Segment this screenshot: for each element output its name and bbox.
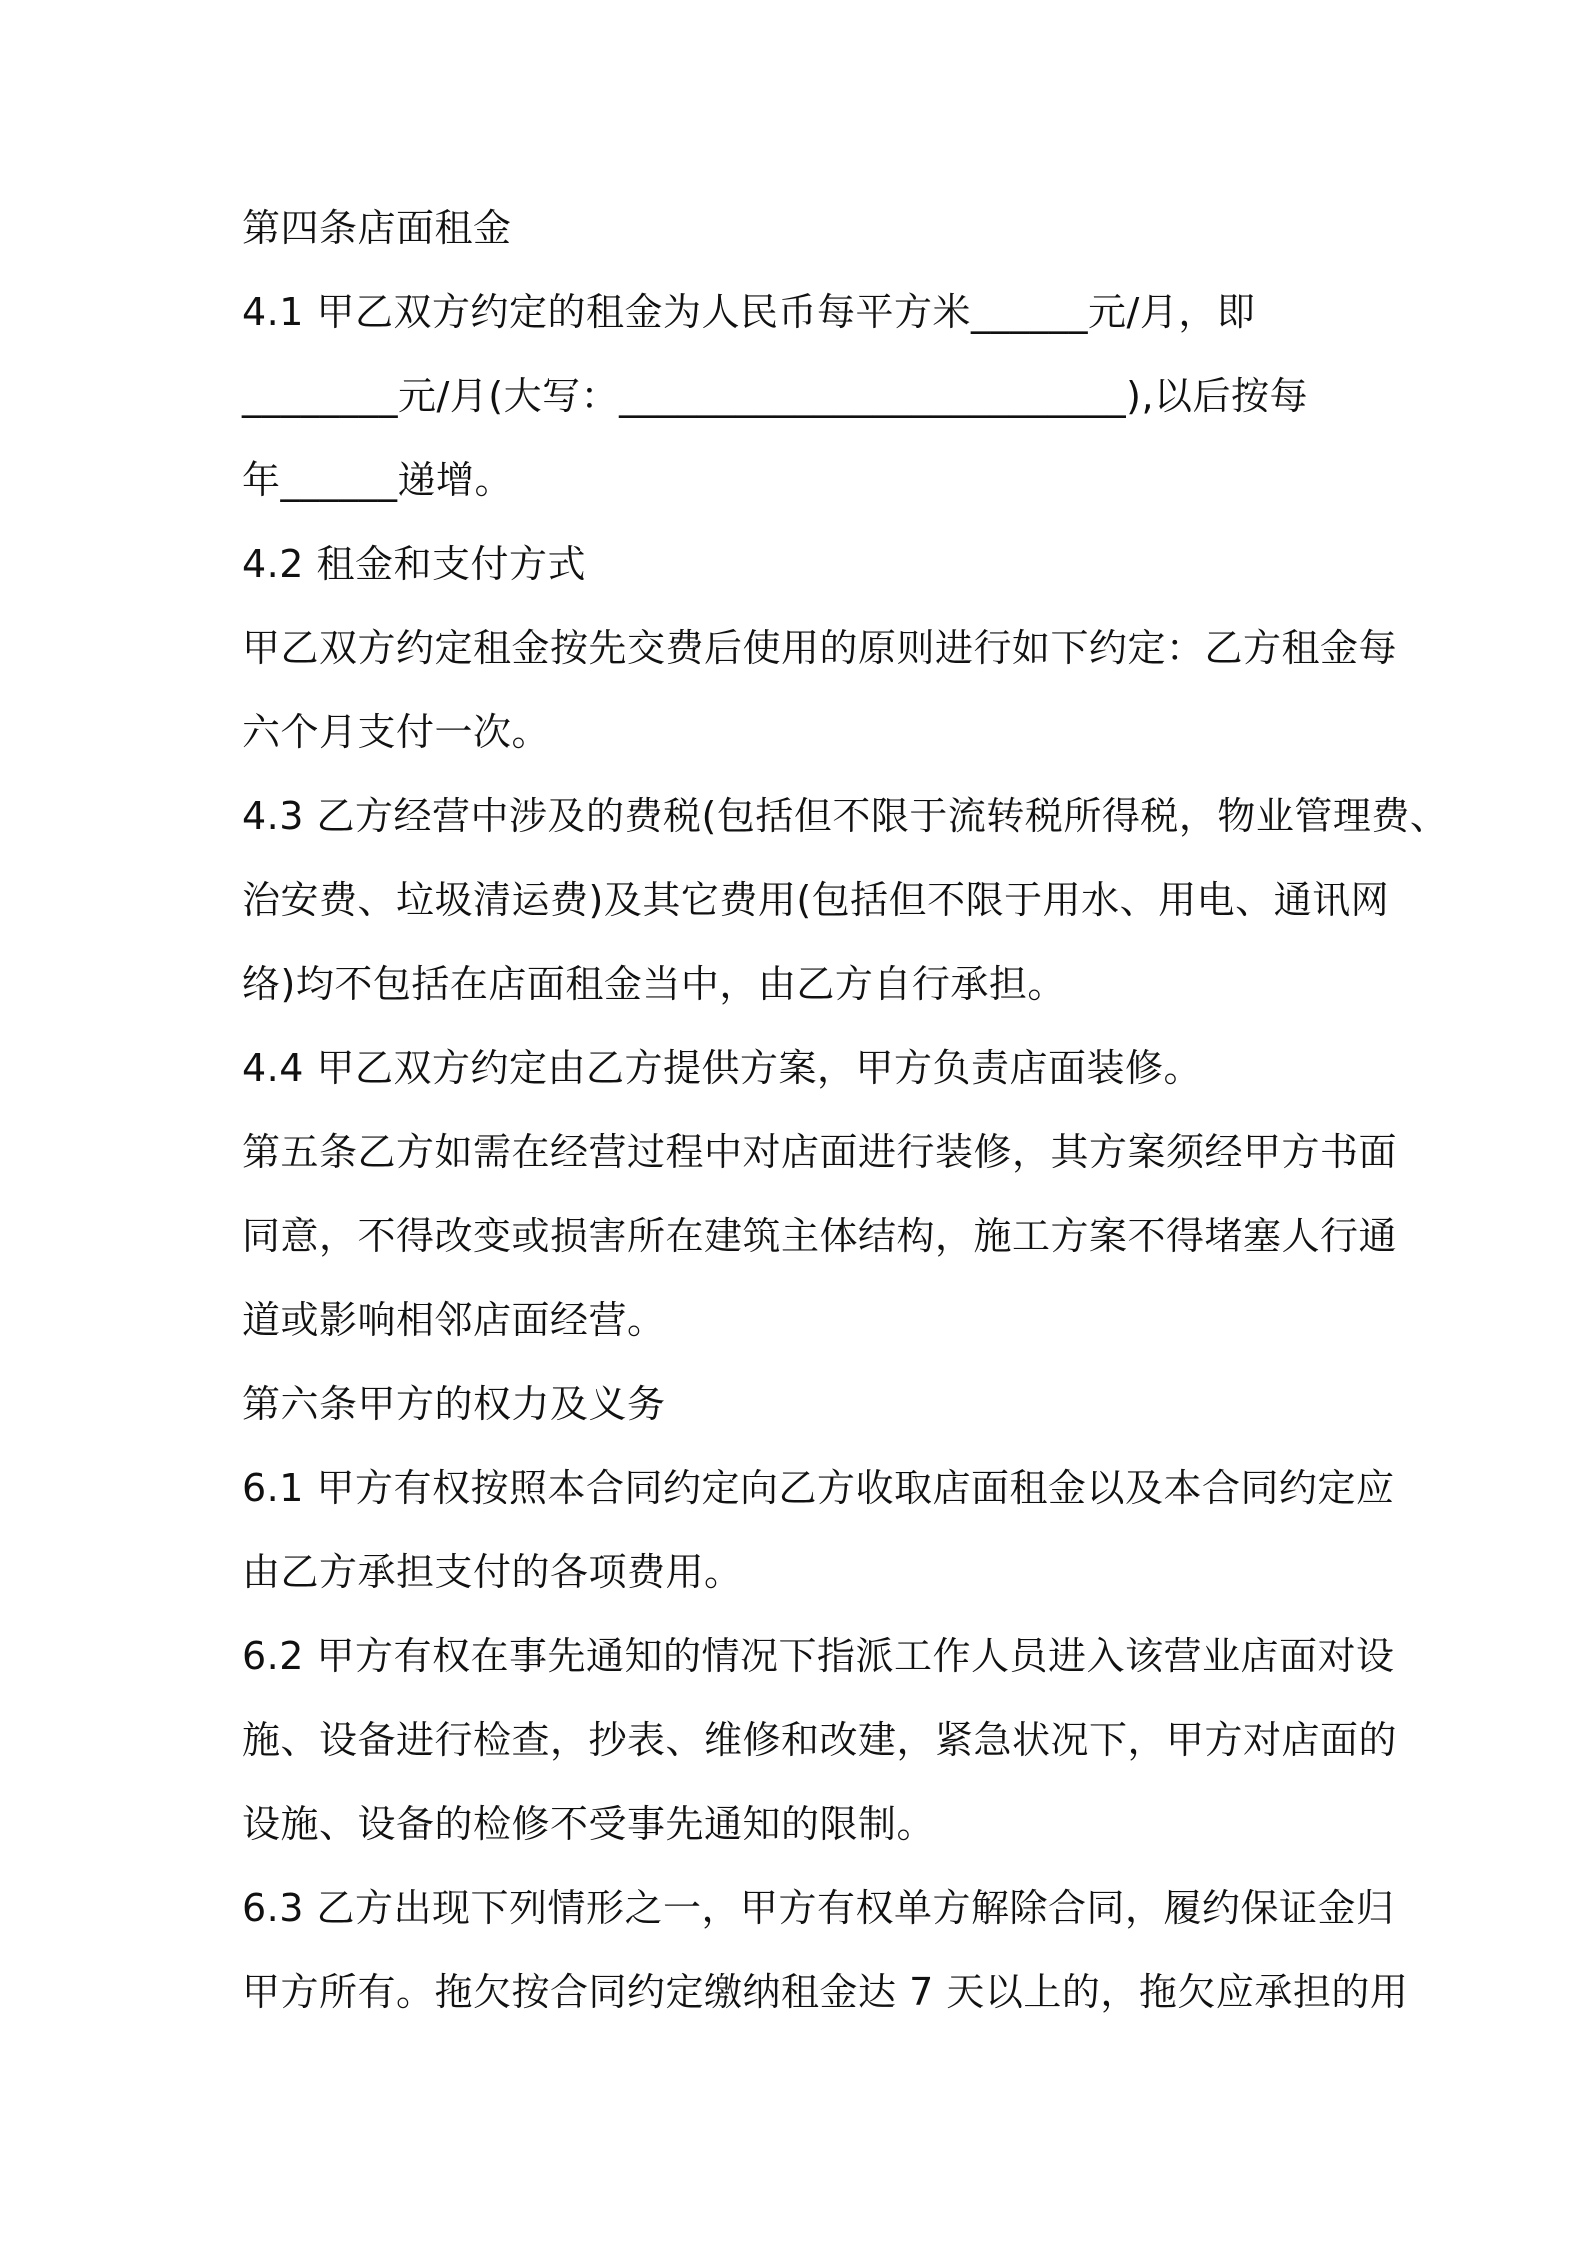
- article-5-line-1: 第五条乙方如需在经营过程中对店面进行装修，其方案须经甲方书面: [242, 1130, 1398, 1174]
- clause-4-1-line-1: 4.1 甲乙双方约定的租金为人民币每平方米______元/月，即: [242, 290, 1256, 334]
- clause-4-2-line-2: 六个月支付一次。: [242, 710, 551, 754]
- clause-6-3-line-1: 6.3 乙方出现下列情形之一，甲方有权单方解除合同，履约保证金归: [242, 1886, 1395, 1930]
- article-5-line-2: 同意，不得改变或损害所在建筑主体结构，施工方案不得堵塞人行通: [242, 1214, 1398, 1258]
- clause-4-3-line-2: 治安费、垃圾清运费)及其它费用(包括但不限于用水、用电、通讯网: [242, 878, 1390, 922]
- clause-6-1-line-1: 6.1 甲方有权按照本合同约定向乙方收取店面租金以及本合同约定应: [242, 1466, 1395, 1510]
- clause-6-3-line-2: 甲方所有。拖欠按合同约定缴纳租金达 7 天以上的，拖欠应承担的用: [242, 1970, 1409, 2014]
- clause-4-2-heading: 4.2 租金和支付方式: [242, 542, 587, 586]
- clause-4-4: 4.4 甲乙双方约定由乙方提供方案，甲方负责店面装修。: [242, 1046, 1203, 1090]
- clause-4-2-line-1: 甲乙双方约定租金按先交费后使用的原则进行如下约定：乙方租金每: [242, 626, 1398, 670]
- clause-4-3-line-1: 4.3 乙方经营中涉及的费税(包括但不限于流转税所得税，物业管理费、: [242, 794, 1449, 838]
- heading-article-6: 第六条甲方的权力及义务: [242, 1382, 666, 1426]
- clause-4-1-line-3: 年______递增。: [242, 458, 514, 502]
- clause-6-1-line-2: 由乙方承担支付的各项费用。: [242, 1550, 743, 1594]
- clause-4-1-line-2: ________元/月(大写：__________________________),以后按每: [242, 374, 1309, 418]
- clause-6-2-line-3: 设施、设备的检修不受事先通知的限制。: [242, 1802, 936, 1846]
- article-5-line-3: 道或影响相邻店面经营。: [242, 1298, 666, 1342]
- heading-article-4: 第四条店面租金: [242, 206, 512, 250]
- clause-6-2-line-2: 施、设备进行检查，抄表、维修和改建，紧急状况下，甲方对店面的: [242, 1718, 1398, 1762]
- clause-4-3-line-3: 络)均不包括在店面租金当中，由乙方自行承担。: [242, 962, 1066, 1006]
- clause-6-2-line-1: 6.2 甲方有权在事先通知的情况下指派工作人员进入该营业店面对设: [242, 1634, 1395, 1678]
